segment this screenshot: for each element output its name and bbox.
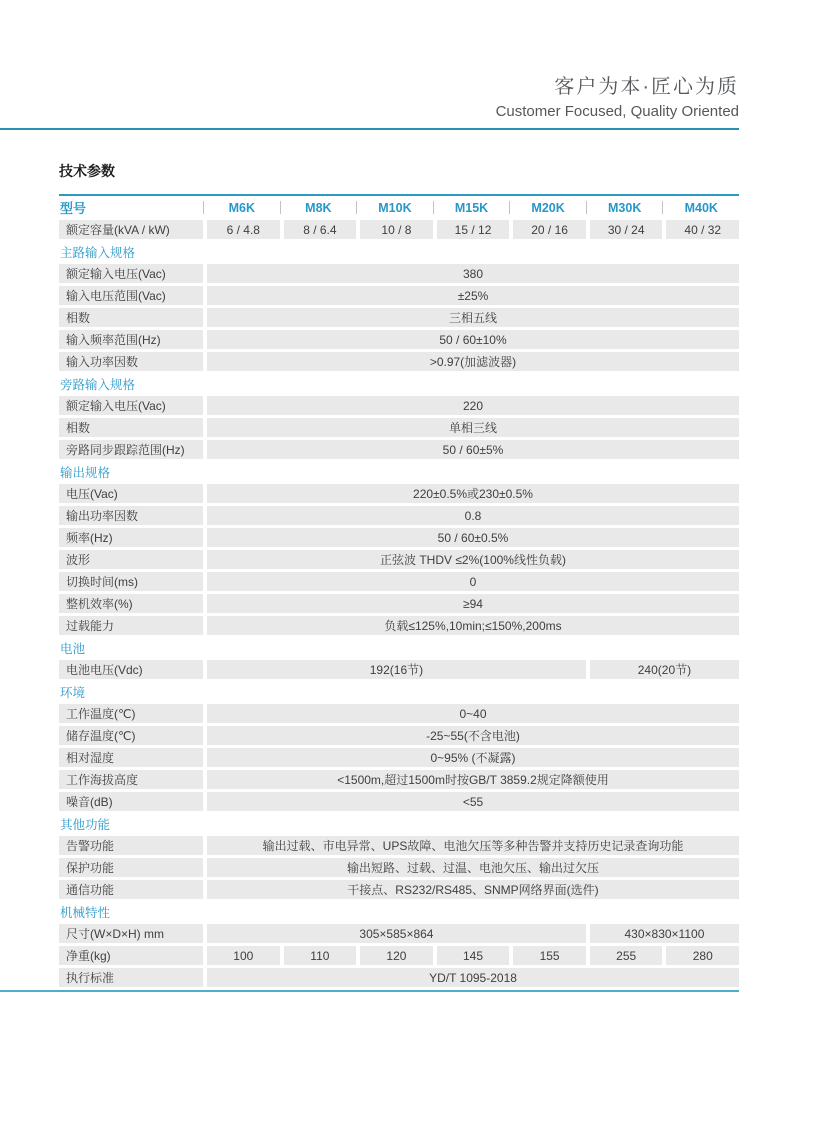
spec-row — [59, 594, 739, 613]
row-values — [203, 946, 739, 965]
row-values — [203, 396, 739, 415]
row-value: 8 / 6.4 — [284, 220, 357, 239]
spec-row — [59, 924, 739, 943]
row-label: 额定容量(kVA / kW) — [59, 220, 203, 239]
spec-row — [59, 550, 739, 569]
spec-row — [59, 440, 739, 459]
spec-row — [59, 726, 739, 745]
model-name: M10K — [378, 200, 412, 215]
row-value: 负载≤125%,10min;≤150%,200ms — [207, 616, 739, 635]
row-value: 380 — [207, 264, 739, 283]
row-label: 旁路同步跟踪范围(Hz) — [59, 440, 203, 459]
row-label: 保护功能 — [59, 858, 203, 877]
row-value: 0 — [207, 572, 739, 591]
row-value: 三相五线 — [207, 308, 739, 327]
row-label: 频率(Hz) — [59, 528, 203, 547]
row-value: 10 / 8 — [360, 220, 433, 239]
row-value: 430×830×1100 — [590, 924, 739, 943]
row-values — [203, 484, 739, 503]
row-value: YD/T 1095-2018 — [207, 968, 739, 987]
row-value: 正弦波 THDV ≤2%(100%线性负载) — [207, 550, 739, 569]
spec-row — [59, 330, 739, 349]
row-values — [203, 264, 739, 283]
row-label: 告警功能 — [59, 836, 203, 855]
model-header-label: 型号 — [60, 201, 87, 216]
content-area — [59, 161, 739, 987]
row-value: 155 — [513, 946, 586, 965]
section-title: 电池 — [60, 641, 86, 656]
row-value: ±25% — [207, 286, 739, 305]
row-values — [203, 924, 739, 943]
row-values — [203, 418, 739, 437]
row-value: 15 / 12 — [437, 220, 510, 239]
row-value: 220±0.5%或230±0.5% — [207, 484, 739, 503]
spec-row — [59, 660, 739, 679]
spec-row — [59, 880, 739, 899]
spec-row — [59, 396, 739, 415]
section-title: 其他功能 — [60, 817, 111, 832]
row-label: 输入功率因数 — [59, 352, 203, 371]
spec-row — [59, 858, 739, 877]
spec-row — [59, 946, 739, 965]
row-values — [203, 572, 739, 591]
row-label: 电压(Vac) — [59, 484, 203, 503]
row-value: 输出过载、市电异常、UPS故障、电池欠压等多种告警并支持历史记录查询功能 — [207, 836, 739, 855]
model-name: M40K — [684, 200, 718, 215]
spec-table — [59, 194, 739, 987]
row-value: <55 — [207, 792, 739, 811]
row-values — [203, 220, 739, 239]
section-title: 机械特性 — [60, 905, 111, 920]
row-value: 220 — [207, 396, 739, 415]
row-label: 相数 — [59, 308, 203, 327]
model-name: M20K — [531, 200, 565, 215]
row-label: 工作温度(℃) — [59, 704, 203, 723]
row-value: >0.97(加滤波器) — [207, 352, 739, 371]
header-slogan-cn: 客户为本·匠心为质 — [554, 76, 739, 98]
row-value: 50 / 60±10% — [207, 330, 739, 349]
row-value: 0.8 — [207, 506, 739, 525]
spec-row — [59, 572, 739, 591]
row-label: 输入频率范围(Hz) — [59, 330, 203, 349]
row-value: 单相三线 — [207, 418, 739, 437]
row-value: 100 — [207, 946, 280, 965]
header-slogan-en: Customer Focused, Quality Oriented — [495, 103, 739, 120]
row-value: 40 / 32 — [666, 220, 739, 239]
row-label: 执行标准 — [59, 968, 203, 987]
row-label: 工作海拔高度 — [59, 770, 203, 789]
section-title: 输出规格 — [60, 465, 111, 480]
row-values — [203, 968, 739, 987]
section-title: 环境 — [60, 685, 86, 700]
row-value: 0~40 — [207, 704, 739, 723]
row-label: 相数 — [59, 418, 203, 437]
row-values — [203, 616, 739, 635]
model-name: M15K — [454, 200, 489, 215]
row-values — [203, 792, 739, 811]
row-value: 110 — [284, 946, 357, 965]
row-value: 输出短路、过载、过温、电池欠压、输出过欠压 — [207, 858, 739, 877]
model-header-row — [59, 198, 739, 217]
spec-row — [59, 308, 739, 327]
row-value: 240(20节) — [590, 660, 739, 679]
row-values — [203, 550, 739, 569]
header-divider-rule — [0, 128, 739, 130]
row-label: 通信功能 — [59, 880, 203, 899]
spec-row — [59, 506, 739, 525]
row-values — [203, 704, 739, 723]
row-value: 255 — [590, 946, 663, 965]
row-label: 过载能力 — [59, 616, 203, 635]
row-values — [203, 528, 739, 547]
spec-row — [59, 704, 739, 723]
row-value: 50 / 60±5% — [207, 440, 739, 459]
spec-row — [59, 352, 739, 371]
row-label: 整机效率(%) — [59, 594, 203, 613]
row-value: 干接点、RS232/RS485、SNMP网络界面(选件) — [207, 880, 739, 899]
row-values — [203, 352, 739, 371]
row-label: 切换时间(ms) — [59, 572, 203, 591]
row-value: 120 — [360, 946, 433, 965]
row-values — [203, 440, 739, 459]
row-values — [203, 748, 739, 767]
row-values — [203, 286, 739, 305]
row-value: ≥94 — [207, 594, 739, 613]
row-value: 0~95% (不凝露) — [207, 748, 739, 767]
row-label: 输入电压范围(Vac) — [59, 286, 203, 305]
row-values — [203, 308, 739, 327]
model-name: M8K — [305, 200, 332, 215]
row-values — [203, 880, 739, 899]
row-label: 储存温度(℃) — [59, 726, 203, 745]
row-values — [203, 594, 739, 613]
section-title: 主路输入规格 — [60, 245, 136, 260]
row-values — [203, 770, 739, 789]
row-value: 280 — [666, 946, 739, 965]
row-values — [203, 660, 739, 679]
page-header — [0, 0, 739, 120]
row-label: 电池电压(Vdc) — [59, 660, 203, 679]
row-value: 20 / 16 — [513, 220, 586, 239]
table-bottom-rule — [0, 990, 739, 992]
row-label: 噪音(dB) — [59, 792, 203, 811]
page-title: 技术参数 — [59, 163, 115, 179]
row-value: 305×585×864 — [207, 924, 586, 943]
row-value: 6 / 4.8 — [207, 220, 280, 239]
row-value: 145 — [437, 946, 510, 965]
row-value: 192(16节) — [207, 660, 586, 679]
spec-row — [59, 770, 739, 789]
spec-row — [59, 792, 739, 811]
row-label: 相对湿度 — [59, 748, 203, 767]
model-name: M30K — [608, 200, 642, 215]
model-name: M6K — [228, 200, 255, 215]
row-label: 额定输入电压(Vac) — [59, 264, 203, 283]
model-columns — [203, 198, 739, 217]
spec-row — [59, 418, 739, 437]
row-label: 输出功率因数 — [59, 506, 203, 525]
row-value: -25~55(不含电池) — [207, 726, 739, 745]
spec-row — [59, 968, 739, 987]
spec-row — [59, 616, 739, 635]
row-value: <1500m,超过1500m时按GB/T 3859.2规定降额使用 — [207, 770, 739, 789]
spec-row — [59, 748, 739, 767]
spec-row — [59, 220, 739, 239]
row-label: 净重(kg) — [59, 946, 203, 965]
spec-row — [59, 836, 739, 855]
spec-row — [59, 528, 739, 547]
row-values — [203, 330, 739, 349]
spec-row — [59, 264, 739, 283]
row-value: 30 / 24 — [590, 220, 663, 239]
row-values — [203, 836, 739, 855]
row-value: 50 / 60±0.5% — [207, 528, 739, 547]
row-values — [203, 858, 739, 877]
row-label: 尺寸(W×D×H) mm — [59, 924, 203, 943]
spec-row — [59, 484, 739, 503]
row-label: 额定输入电压(Vac) — [59, 396, 203, 415]
row-values — [203, 506, 739, 525]
section-title: 旁路输入规格 — [60, 377, 136, 392]
row-label: 波形 — [59, 550, 203, 569]
spec-row — [59, 286, 739, 305]
row-values — [203, 726, 739, 745]
